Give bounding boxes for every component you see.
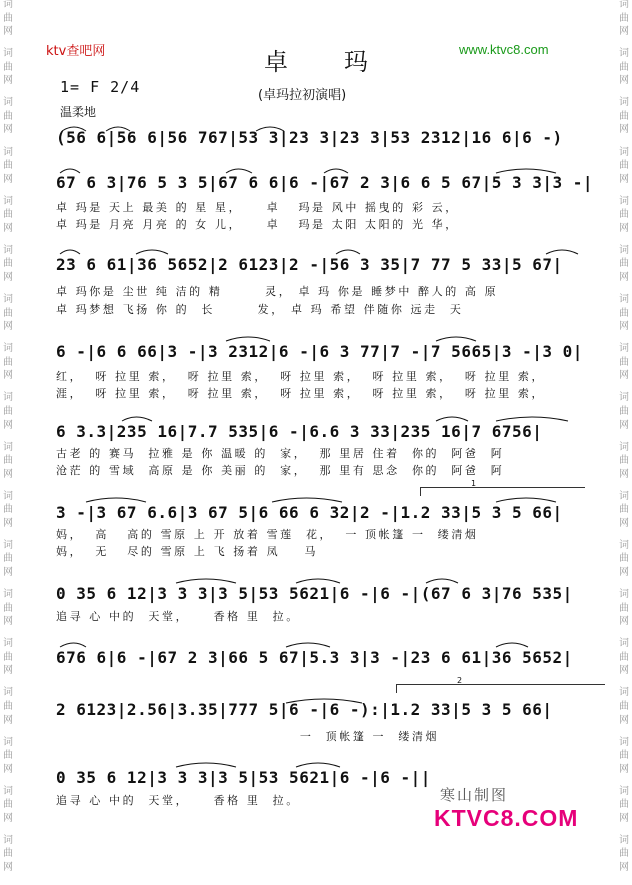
side-watermark-char: 词 [619, 834, 629, 846]
side-watermark-char: 词 [3, 244, 13, 256]
side-watermark-char: 网 [3, 321, 13, 333]
lyric-line: 追寻 心 中的 天堂， 香格 里 拉。 [56, 794, 300, 807]
side-watermark-char: 词 [619, 539, 629, 551]
side-watermark-char: 网 [619, 567, 629, 579]
side-watermark-char: 网 [3, 714, 13, 726]
side-watermark-char: 词 [619, 589, 629, 601]
side-watermark-char: 词 [3, 638, 13, 650]
side-watermark-char: 曲 [3, 455, 13, 467]
side-watermark-char: 网 [619, 763, 629, 775]
side-watermark-char: 曲 [3, 258, 13, 270]
side-watermark-char: 词 [3, 785, 13, 797]
notation-line: 676 6|6 -|67 2 3|66 5 67|5.3 3|3 -|23 6 61|36 5652| [56, 648, 573, 667]
lyric-line: 涯， 呀 拉里 索， 呀 拉里 索， 呀 拉里 索， 呀 拉里 索， 呀 拉里 索， [56, 387, 546, 400]
song-title: 卓玛 [264, 48, 424, 76]
side-watermark-char: 词 [3, 687, 13, 699]
side-watermark-char: 网 [619, 124, 629, 136]
side-watermark-char: 网 [3, 271, 13, 283]
side-watermark-char: 网 [3, 173, 13, 185]
side-watermark-char: 词 [619, 48, 629, 60]
side-watermark-char: 曲 [3, 700, 13, 712]
side-watermark-char: 曲 [3, 799, 13, 811]
side-watermark-char: 曲 [619, 258, 629, 270]
notation-line: 0 35 6 12|3 3 3|3 5|53 5621|6 -|6 -|(67 6 3|76 535| [56, 584, 573, 603]
side-watermark-char: 曲 [3, 356, 13, 368]
side-watermark-char: 词 [619, 785, 629, 797]
side-watermark-char: 曲 [3, 405, 13, 417]
side-watermark-left [0, 0, 16, 885]
watermark-brand: KTVC8.COM [434, 805, 579, 831]
side-watermark-char: 词 [619, 687, 629, 699]
side-watermark-char: 曲 [3, 750, 13, 762]
side-watermark-char: 曲 [619, 651, 629, 663]
side-watermark-char: 曲 [619, 700, 629, 712]
volta-bracket-2: 2 [396, 684, 605, 693]
lyric-line: 卓 玛是 天上 最美 的 星 星， 卓 玛是 风中 摇曳的 彩 云， [56, 201, 459, 214]
side-watermark-right [616, 0, 632, 885]
site-url-right: www.ktvc8.com [459, 42, 549, 57]
side-watermark-char: 曲 [619, 405, 629, 417]
side-watermark-char: 词 [619, 638, 629, 650]
lyric-line: 红， 呀 拉里 索， 呀 拉里 索， 呀 拉里 索， 呀 拉里 索， 呀 拉里 索， [56, 370, 546, 383]
side-watermark-char: 网 [619, 75, 629, 87]
side-watermark-char: 曲 [3, 504, 13, 516]
side-watermark-char: 词 [3, 834, 13, 846]
side-watermark-char: 词 [619, 343, 629, 355]
song-subtitle: (卓玛拉初演唱) [258, 88, 347, 103]
key-signature: 1= F 2/4 [60, 78, 141, 96]
lyric-line: 沧茫 的 雪域 高原 是 你 美丽 的 家， 那 里有 思念 你的 阿爸 阿 [56, 464, 505, 477]
side-watermark-char: 曲 [619, 12, 629, 24]
side-watermark-char: 网 [3, 222, 13, 234]
side-watermark-char: 网 [619, 370, 629, 382]
side-watermark-char: 网 [619, 222, 629, 234]
side-watermark-char: 曲 [3, 651, 13, 663]
side-watermark-char: 词 [619, 490, 629, 502]
notation-line: 6 -|6 6 66|3 -|3 2312|6 -|6 3 77|7 -|7 5665|3 -|3 0| [56, 342, 583, 361]
side-watermark-char: 曲 [619, 61, 629, 73]
side-watermark-char: 网 [619, 517, 629, 529]
tempo-marking: 温柔地 [60, 105, 97, 119]
side-watermark-char: 曲 [3, 553, 13, 565]
side-watermark-char: 词 [3, 97, 13, 109]
side-watermark-char: 曲 [619, 750, 629, 762]
side-watermark-char: 词 [3, 539, 13, 551]
side-watermark-char: 词 [619, 736, 629, 748]
side-watermark-char: 网 [3, 616, 13, 628]
site-label-left: ktv查吧网 [46, 44, 106, 59]
side-watermark-char: 词 [3, 0, 13, 10]
side-watermark-char: 曲 [619, 110, 629, 122]
side-watermark-char: 词 [619, 0, 629, 10]
side-watermark-char: 词 [619, 392, 629, 404]
side-watermark-char: 曲 [3, 307, 13, 319]
side-watermark-char: 词 [3, 490, 13, 502]
side-watermark-char: 网 [3, 665, 13, 677]
side-watermark-char: 曲 [619, 356, 629, 368]
notation-line: 67 6 3|76 5 3 5|67 6 6|6 -|67 2 3|6 6 5 67|5 3 3|3 -| [56, 173, 594, 192]
side-watermark-char: 曲 [619, 602, 629, 614]
lyric-line: 妈， 无 尽的 雪原 上 飞 扬着 凤 马 [56, 545, 319, 558]
side-watermark-char: 网 [619, 862, 629, 874]
side-watermark-char: 词 [3, 294, 13, 306]
side-watermark-char: 词 [619, 244, 629, 256]
side-watermark-char: 网 [3, 862, 13, 874]
side-watermark-char: 词 [3, 48, 13, 60]
side-watermark-char: 网 [3, 812, 13, 824]
side-watermark-char: 网 [619, 173, 629, 185]
side-watermark-char: 网 [3, 567, 13, 579]
side-watermark-char: 网 [3, 75, 13, 87]
side-watermark-char: 词 [3, 589, 13, 601]
lyric-line: 卓 玛梦想 飞扬 你 的 长 发， 卓 玛 希望 伴随你 远走 天 [56, 303, 464, 316]
side-watermark-char: 网 [619, 714, 629, 726]
side-watermark-char: 词 [3, 736, 13, 748]
notation-line: 2 6123|2.56|3.35|777 5|6 -|6 -):|1.2 33|5 3 5 66| [56, 700, 553, 719]
side-watermark-char: 网 [3, 517, 13, 529]
side-watermark-char: 词 [3, 392, 13, 404]
side-watermark-char: 词 [619, 441, 629, 453]
lyric-line: 卓 玛你是 尘世 纯 洁的 精 灵， 卓 玛 你是 睡梦中 醉人的 高 原 [56, 285, 499, 298]
lyric-line: 古老 的 赛马 拉雅 是 你 温暖 的 家， 那 里居 住着 你的 阿爸 阿 [56, 447, 505, 460]
side-watermark-char: 词 [3, 146, 13, 158]
lyric-line: 一 顶帐篷 一 缕清烟 [56, 730, 440, 743]
side-watermark-char: 曲 [3, 848, 13, 860]
watermark-logo [434, 784, 584, 842]
lyric-line: 追寻 心 中的 天堂， 香格 里 拉。 [56, 610, 300, 623]
side-watermark-char: 网 [619, 665, 629, 677]
lyric-line: 妈， 高 高的 雪原 上 开 放着 雪莲 花， 一 顶帐篷 一 缕清烟 [56, 528, 479, 541]
side-watermark-char: 曲 [619, 799, 629, 811]
side-watermark-char: 网 [619, 812, 629, 824]
side-watermark-char: 网 [619, 419, 629, 431]
side-watermark-char: 词 [619, 294, 629, 306]
side-watermark-char: 网 [3, 26, 13, 38]
volta-bracket-1: 1 [420, 487, 585, 496]
side-watermark-char: 词 [3, 195, 13, 207]
side-watermark-char: 曲 [619, 553, 629, 565]
side-watermark-char: 网 [3, 419, 13, 431]
side-watermark-char: 曲 [3, 110, 13, 122]
side-watermark-char: 网 [619, 26, 629, 38]
side-watermark-char: 曲 [619, 455, 629, 467]
notation-line: 0 35 6 12|3 3 3|3 5|53 5621|6 -|6 -|| [56, 768, 431, 787]
side-watermark-char: 网 [3, 468, 13, 480]
side-watermark-char: 曲 [3, 209, 13, 221]
side-watermark-char: 词 [3, 343, 13, 355]
side-watermark-char: 曲 [619, 504, 629, 516]
side-watermark-char: 曲 [3, 61, 13, 73]
side-watermark-char: 词 [619, 97, 629, 109]
side-watermark-char: 网 [619, 321, 629, 333]
lyric-line: 卓 玛是 月亮 月亮 的 女 儿， 卓 玛是 太阳 太阳的 光 华， [56, 218, 459, 231]
side-watermark-char: 词 [3, 441, 13, 453]
side-watermark-char: 网 [3, 124, 13, 136]
notation-line: 6 3.3|235 16|7.7 535|6 -|6.6 3 33|235 16|7 6756| [56, 422, 543, 441]
notation-line: 23 6 61|36 5652|2 6123|2 -|56 3 35|7 77 5 33|5 67| [56, 255, 563, 274]
side-watermark-char: 网 [619, 271, 629, 283]
side-watermark-char: 曲 [619, 307, 629, 319]
side-watermark-char: 网 [619, 616, 629, 628]
side-watermark-char: 曲 [3, 160, 13, 172]
watermark-author: 寒山制图 [440, 786, 509, 804]
side-watermark-char: 曲 [619, 160, 629, 172]
side-watermark-char: 词 [619, 195, 629, 207]
side-watermark-char: 曲 [619, 848, 629, 860]
side-watermark-char: 曲 [619, 209, 629, 221]
side-watermark-char: 网 [3, 763, 13, 775]
side-watermark-char: 曲 [3, 602, 13, 614]
notation-line: 3 -|3 67 6.6|3 67 5|6 66 6 32|2 -|1.2 33|5 3 5 66| [56, 503, 563, 522]
side-watermark-char: 曲 [3, 12, 13, 24]
side-watermark-char: 网 [619, 468, 629, 480]
side-watermark-char: 词 [619, 146, 629, 158]
notation-line: (56 6|56 6|56 767|53 3|23 3|23 3|53 2312|16 6|6 -) [56, 128, 563, 147]
side-watermark-char: 网 [3, 370, 13, 382]
